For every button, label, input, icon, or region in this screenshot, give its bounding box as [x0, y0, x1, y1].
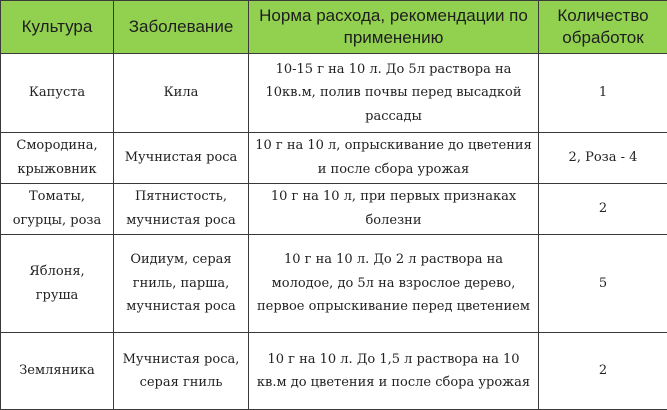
disease-cell: Кила: [114, 54, 249, 133]
rate-cell: 10 г на 10 л. До 2 л раствора на молодое, до 5л на взрослое дерево, первое опрыскивание перед цветением: [249, 234, 539, 333]
table-row: [1, 333, 667, 410]
crop-cell: Томаты, огурцы, роза: [1, 183, 114, 234]
disease-cell: Мучнистая роса: [114, 132, 249, 183]
rate-cell: 10 г на 10 л, при первых признаках болезни: [249, 183, 539, 234]
count-cell: 2, Роза - 4: [539, 132, 667, 183]
table-row: [1, 183, 667, 234]
count-cell: 2: [539, 183, 667, 234]
rate-cell: 10 г на 10 л, опрыскивание до цветения и после сбора урожая: [249, 132, 539, 183]
count-cell: 2: [539, 333, 667, 410]
crop-cell: Яблоня, груша: [1, 234, 114, 333]
disease-cell: Мучнистая роса, серая гниль: [114, 333, 249, 410]
crop-cell: Капуста: [1, 54, 114, 133]
header-crop: Культура: [1, 1, 114, 54]
count-cell: 1: [539, 54, 667, 133]
rate-cell: 10 г на 10 л. До 1,5 л раствора на 10 кв.м до цветения и после сбора урожая: [249, 333, 539, 410]
disease-cell: Оидиум, серая гниль, парша, мучнистая роса: [114, 234, 249, 333]
disease-cell: Пятнистость, мучнистая роса: [114, 183, 249, 234]
table-row: [1, 54, 667, 133]
table-row: [1, 132, 667, 183]
count-cell: 5: [539, 234, 667, 333]
table-row: [1, 234, 667, 333]
header-row: [1, 1, 667, 54]
header-rate: Норма расхода, рекомендации по применению: [249, 1, 539, 54]
header-count: Количество обработок: [539, 1, 667, 54]
crop-cell: Смородина, крыжовник: [1, 132, 114, 183]
header-disease: Заболевание: [114, 1, 249, 54]
rate-cell: 10-15 г на 10 л. До 5л раствора на 10кв.м, полив почвы перед высадкой рассады: [249, 54, 539, 133]
crop-cell: Земляника: [1, 333, 114, 410]
